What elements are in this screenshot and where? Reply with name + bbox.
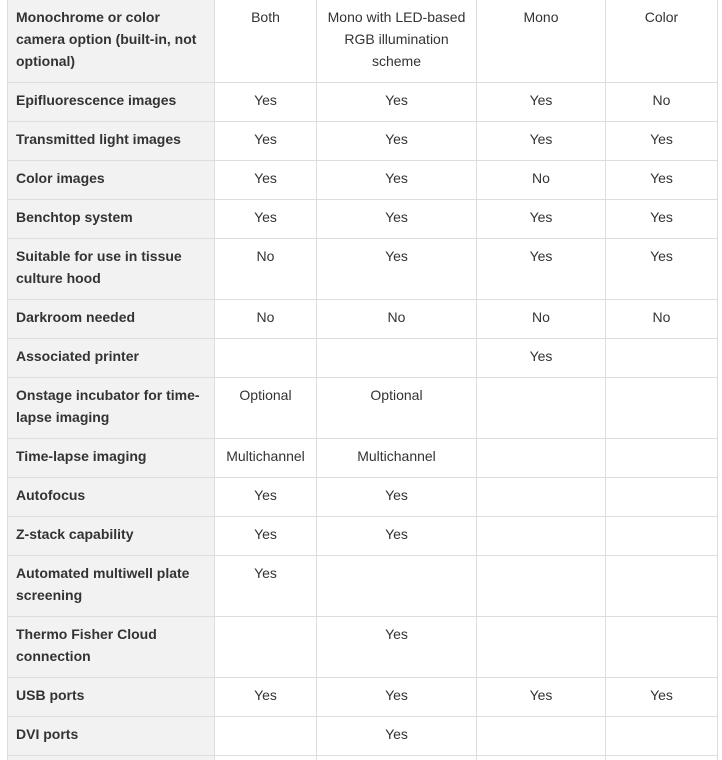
row-feature-label: Z-stack capability bbox=[8, 517, 215, 556]
table-cell: Yes bbox=[215, 200, 317, 239]
table-row bbox=[8, 0, 718, 83]
table-row bbox=[8, 678, 718, 717]
table-cell: Yes bbox=[215, 83, 317, 122]
row-feature-label bbox=[8, 756, 215, 760]
table-cell: Yes bbox=[215, 161, 317, 200]
table-cell: Yes bbox=[317, 617, 477, 678]
table-cell bbox=[606, 756, 718, 760]
table-cell: Yes bbox=[215, 478, 317, 517]
table-cell: Yes bbox=[317, 517, 477, 556]
table-cell: Mono bbox=[477, 0, 606, 83]
table-cell bbox=[606, 556, 718, 617]
table-cell: Optional bbox=[215, 378, 317, 439]
table-row bbox=[8, 756, 718, 760]
table-cell bbox=[215, 339, 317, 378]
table-cell bbox=[606, 517, 718, 556]
row-feature-label: Time-lapse imaging bbox=[8, 439, 215, 478]
table-cell: Color bbox=[606, 0, 718, 83]
comparison-table bbox=[7, 0, 718, 760]
table-cell: No bbox=[215, 239, 317, 300]
row-feature-label: Automated multiwell plate screening bbox=[8, 556, 215, 617]
table-row bbox=[8, 439, 718, 478]
table-cell: Yes bbox=[606, 122, 718, 161]
table-cell: Yes bbox=[317, 161, 477, 200]
row-feature-label: Onstage incubator for time-lapse imaging bbox=[8, 378, 215, 439]
table-row bbox=[8, 239, 718, 300]
table-row bbox=[8, 339, 718, 378]
table-cell bbox=[606, 439, 718, 478]
table-cell: No bbox=[606, 83, 718, 122]
table-cell: Yes bbox=[477, 83, 606, 122]
table-cell: Yes bbox=[317, 122, 477, 161]
table-cell: Both bbox=[215, 0, 317, 83]
table-cell: Yes bbox=[606, 678, 718, 717]
table-cell bbox=[606, 717, 718, 756]
table-row bbox=[8, 717, 718, 756]
row-feature-label: Color images bbox=[8, 161, 215, 200]
table-cell: Yes bbox=[477, 200, 606, 239]
table-cell: Yes bbox=[606, 200, 718, 239]
table-cell bbox=[317, 556, 477, 617]
table-cell: Yes bbox=[606, 161, 718, 200]
table-cell: Multichannel bbox=[317, 439, 477, 478]
table-cell bbox=[215, 717, 317, 756]
table-row bbox=[8, 556, 718, 617]
row-feature-label: USB ports bbox=[8, 678, 215, 717]
table-cell: Yes bbox=[477, 339, 606, 378]
row-feature-label: Monochrome or color camera option (built-in, not optional) bbox=[8, 0, 215, 83]
table-cell: Yes bbox=[215, 517, 317, 556]
table-cell: No bbox=[606, 300, 718, 339]
table-cell: Yes bbox=[317, 717, 477, 756]
table-cell: Yes bbox=[215, 556, 317, 617]
row-feature-label: Benchtop system bbox=[8, 200, 215, 239]
table-cell: No bbox=[477, 300, 606, 339]
table-cell: Yes bbox=[317, 83, 477, 122]
row-feature-label: DVI ports bbox=[8, 717, 215, 756]
row-feature-label: Epifluorescence images bbox=[8, 83, 215, 122]
row-feature-label: Transmitted light images bbox=[8, 122, 215, 161]
table-cell: Yes bbox=[215, 678, 317, 717]
table-cell: Yes bbox=[317, 200, 477, 239]
table-cell bbox=[606, 378, 718, 439]
table-cell: No bbox=[215, 300, 317, 339]
row-feature-label: Suitable for use in tissue culture hood bbox=[8, 239, 215, 300]
table-cell: Optional bbox=[317, 378, 477, 439]
table-cell: Yes bbox=[477, 239, 606, 300]
table-cell bbox=[606, 478, 718, 517]
row-feature-label: Darkroom needed bbox=[8, 300, 215, 339]
comparison-table-body bbox=[8, 0, 718, 760]
table-row bbox=[8, 378, 718, 439]
table-cell bbox=[477, 439, 606, 478]
table-cell: Mono with LED-based RGB illumination scheme bbox=[317, 0, 477, 83]
row-feature-label: Autofocus bbox=[8, 478, 215, 517]
table-cell: No bbox=[317, 300, 477, 339]
table-cell bbox=[477, 756, 606, 760]
table-row bbox=[8, 478, 718, 517]
table-cell: Yes bbox=[215, 122, 317, 161]
row-feature-label: Thermo Fisher Cloud connection bbox=[8, 617, 215, 678]
table-cell: Yes bbox=[477, 122, 606, 161]
table-cell bbox=[477, 617, 606, 678]
table-row bbox=[8, 161, 718, 200]
table-cell: Yes bbox=[317, 678, 477, 717]
table-row bbox=[8, 517, 718, 556]
table-cell bbox=[477, 378, 606, 439]
table-row bbox=[8, 122, 718, 161]
table-cell: Yes bbox=[317, 239, 477, 300]
table-row bbox=[8, 300, 718, 339]
table-cell bbox=[317, 339, 477, 378]
table-cell: Yes bbox=[606, 239, 718, 300]
table-cell bbox=[477, 517, 606, 556]
table-cell bbox=[477, 717, 606, 756]
table-row bbox=[8, 200, 718, 239]
table-cell: Multichannel bbox=[215, 439, 317, 478]
table-cell bbox=[215, 756, 317, 760]
table-cell bbox=[215, 617, 317, 678]
table-cell: Yes bbox=[317, 478, 477, 517]
table-cell bbox=[317, 756, 477, 760]
table-cell: Yes bbox=[477, 678, 606, 717]
table-cell bbox=[606, 339, 718, 378]
table-cell: No bbox=[477, 161, 606, 200]
row-feature-label: Associated printer bbox=[8, 339, 215, 378]
table-cell bbox=[477, 556, 606, 617]
table-row bbox=[8, 617, 718, 678]
table-cell bbox=[606, 617, 718, 678]
table-cell bbox=[477, 478, 606, 517]
table-row bbox=[8, 83, 718, 122]
